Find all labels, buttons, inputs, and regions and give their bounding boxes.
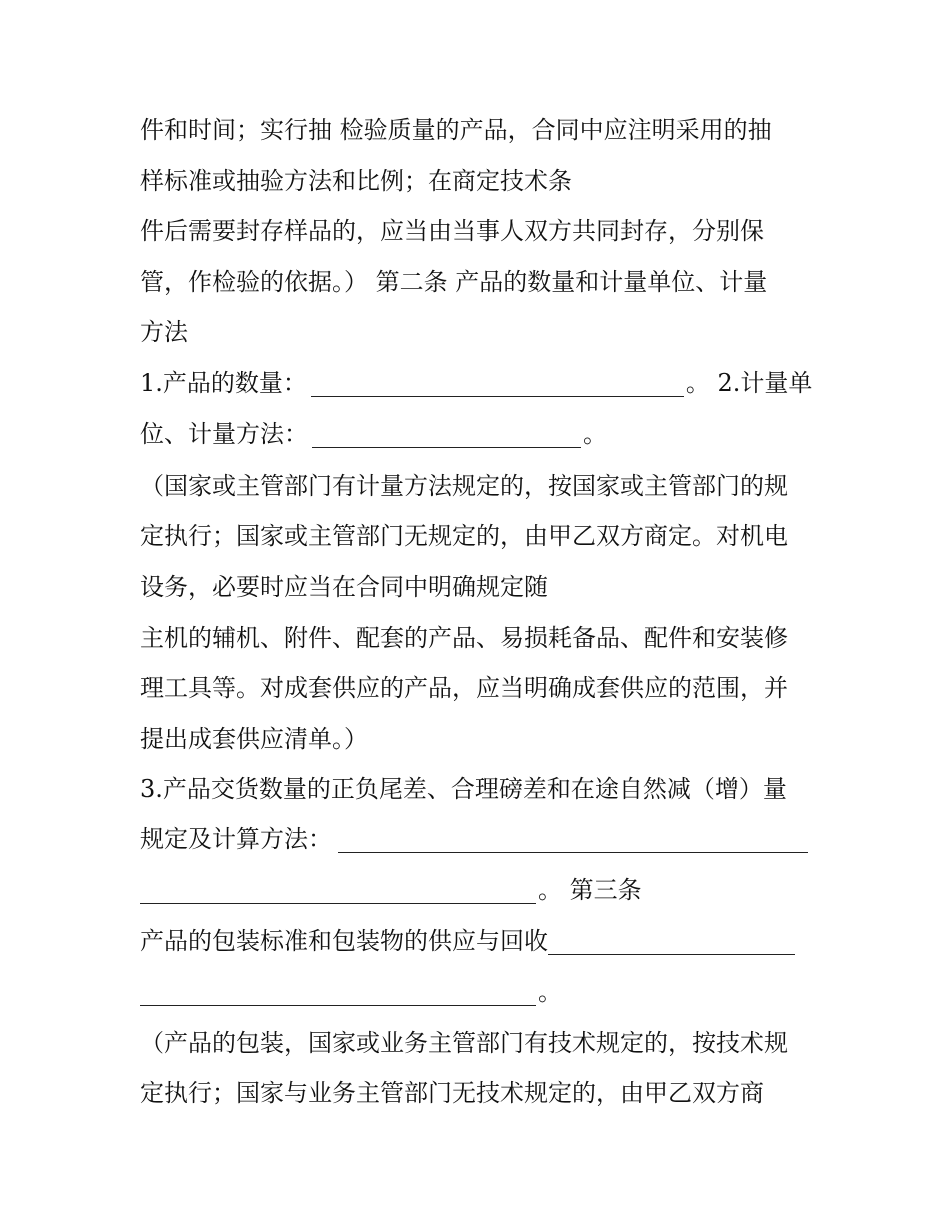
item2-line (140, 420, 607, 448)
note-line: 设务，必要时应当在合同中明确规定随 (140, 573, 548, 601)
note-line: （国家或主管部门有计量方法规定的，按国家或主管部门的规 (140, 472, 788, 500)
note-line: 定执行；国家与业务主管部门无技术规定的，由甲乙双方商 (140, 1079, 764, 1107)
calculation-method-blank[interactable] (338, 830, 808, 853)
article3-line (140, 927, 795, 955)
item1-line (140, 369, 812, 397)
item1-label: 1.产品的数量： (140, 369, 307, 397)
item3-line: 3.产品交货数量的正负尾差、合理磅差和在途自然减（增）量 (140, 775, 787, 803)
quantity-blank[interactable] (311, 374, 684, 397)
item3-label-line (140, 825, 808, 853)
packaging-blank[interactable] (548, 932, 795, 955)
note-line: 主机的辅机、附件、配套的产品、易损耗备品、配件和安装修 (140, 624, 788, 652)
packaging-blank-cont[interactable] (140, 983, 536, 1006)
text-line: 方法 (140, 318, 188, 346)
text-line: 样标准或抽验方法和比例；在商定技术条 (140, 167, 572, 195)
article3-end-line (140, 978, 562, 1006)
text-line: 件和时间；实行抽 检验质量的产品，合同中应注明采用的抽 (140, 116, 772, 144)
note-line: 提出成套供应清单。） (140, 725, 368, 753)
note-line: （产品的包装，国家或业务主管部门有技术规定的，按技术规 (140, 1029, 788, 1057)
item3-end: 。 第三条 (538, 876, 642, 904)
note-line: 定执行；国家或主管部门无规定的，由甲乙双方商定。对机电 (140, 522, 788, 550)
item1-end: 。 2.计量单 (685, 369, 813, 397)
item3-end-line (140, 876, 642, 904)
calculation-method-blank-cont[interactable] (140, 881, 536, 904)
article3-end: 。 (538, 978, 562, 1006)
note-line: 理工具等。对成套供应的产品，应当明确成套供应的范围，并 (140, 674, 788, 702)
item3-label: 规定及计算方法： (140, 825, 332, 853)
text-line: 件后需要封存样品的，应当由当事人双方共同封存，分别保 (140, 217, 764, 245)
item2-label: 位、计量方法： (140, 420, 308, 448)
article3-label: 产品的包装标准和包装物的供应与回收 (140, 927, 548, 955)
item2-end: 。 (583, 420, 607, 448)
text-line: 管，作检验的依据。） 第二条 产品的数量和计量单位、计量 (140, 268, 768, 296)
measurement-method-blank[interactable] (312, 425, 581, 448)
